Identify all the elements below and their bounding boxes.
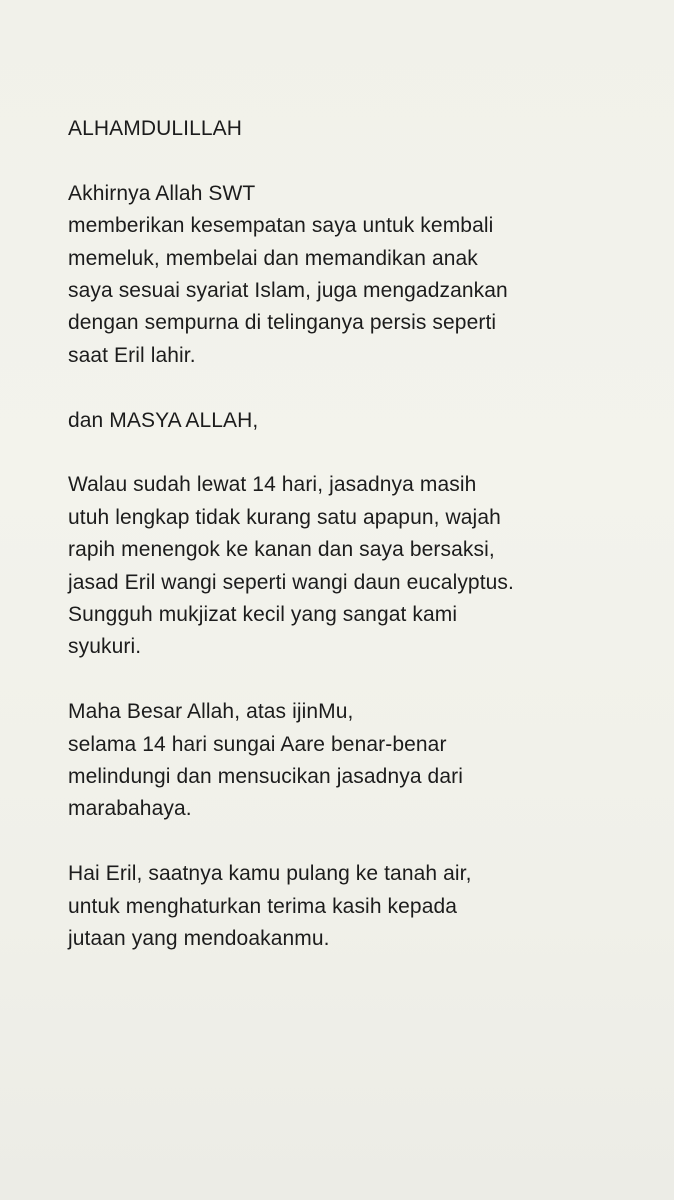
paragraph-2: [68, 405, 658, 437]
text-line: saat Eril lahir.: [68, 343, 196, 367]
heading: ALHAMDULILLAH: [68, 117, 243, 140]
text-line: memberikan kesempatan saya untuk kembali: [68, 214, 494, 238]
text-line: memeluk, membelai dan memandikan anak: [68, 246, 478, 270]
paragraph-5: [68, 858, 658, 955]
paragraph-gap: [68, 437, 658, 469]
text-line: dengan sempurna di telinganya persis seperti: [68, 311, 497, 335]
text-line: Maha Besar Allah, atas ijinMu,: [68, 700, 354, 724]
paragraph-gap: [68, 372, 658, 404]
text-line: untuk menghaturkan terima kasih kepada: [68, 894, 458, 918]
text-line: Akhirnya Allah SWT: [68, 181, 256, 205]
text-line: marabahaya.: [68, 797, 192, 821]
paragraph-gap: [68, 145, 658, 177]
paragraph-1: [68, 178, 658, 372]
paragraph-gap: [68, 826, 658, 858]
text-line: syukuri.: [68, 635, 142, 659]
text-line: jutaan yang mendoakanmu.: [68, 927, 330, 951]
paragraph-gap: [68, 664, 658, 696]
text-line: dan MASYA ALLAH,: [68, 408, 259, 432]
text-line: selama 14 hari sungai Aare benar-benar: [68, 732, 447, 756]
text-line: saya sesuai syariat Islam, juga mengadzankan: [68, 279, 508, 303]
paragraph-4: [68, 696, 658, 826]
statement-text: [68, 113, 658, 955]
text-line: utuh lengkap tidak kurang satu apapun, wajah: [68, 505, 501, 529]
text-line: jasad Eril wangi seperti wangi daun eucalyptus.: [68, 570, 514, 594]
text-line: Sungguh mukjizat kecil yang sangat kami: [68, 603, 458, 627]
text-line: Walau sudah lewat 14 hari, jasadnya masih: [68, 473, 477, 497]
text-line: Hai Eril, saatnya kamu pulang ke tanah air,: [68, 862, 472, 886]
text-line: rapih menengok ke kanan dan saya bersaksi,: [68, 538, 495, 562]
text-line: melindungi dan mensucikan jasadnya dari: [68, 765, 463, 789]
paragraph-3: [68, 469, 658, 663]
